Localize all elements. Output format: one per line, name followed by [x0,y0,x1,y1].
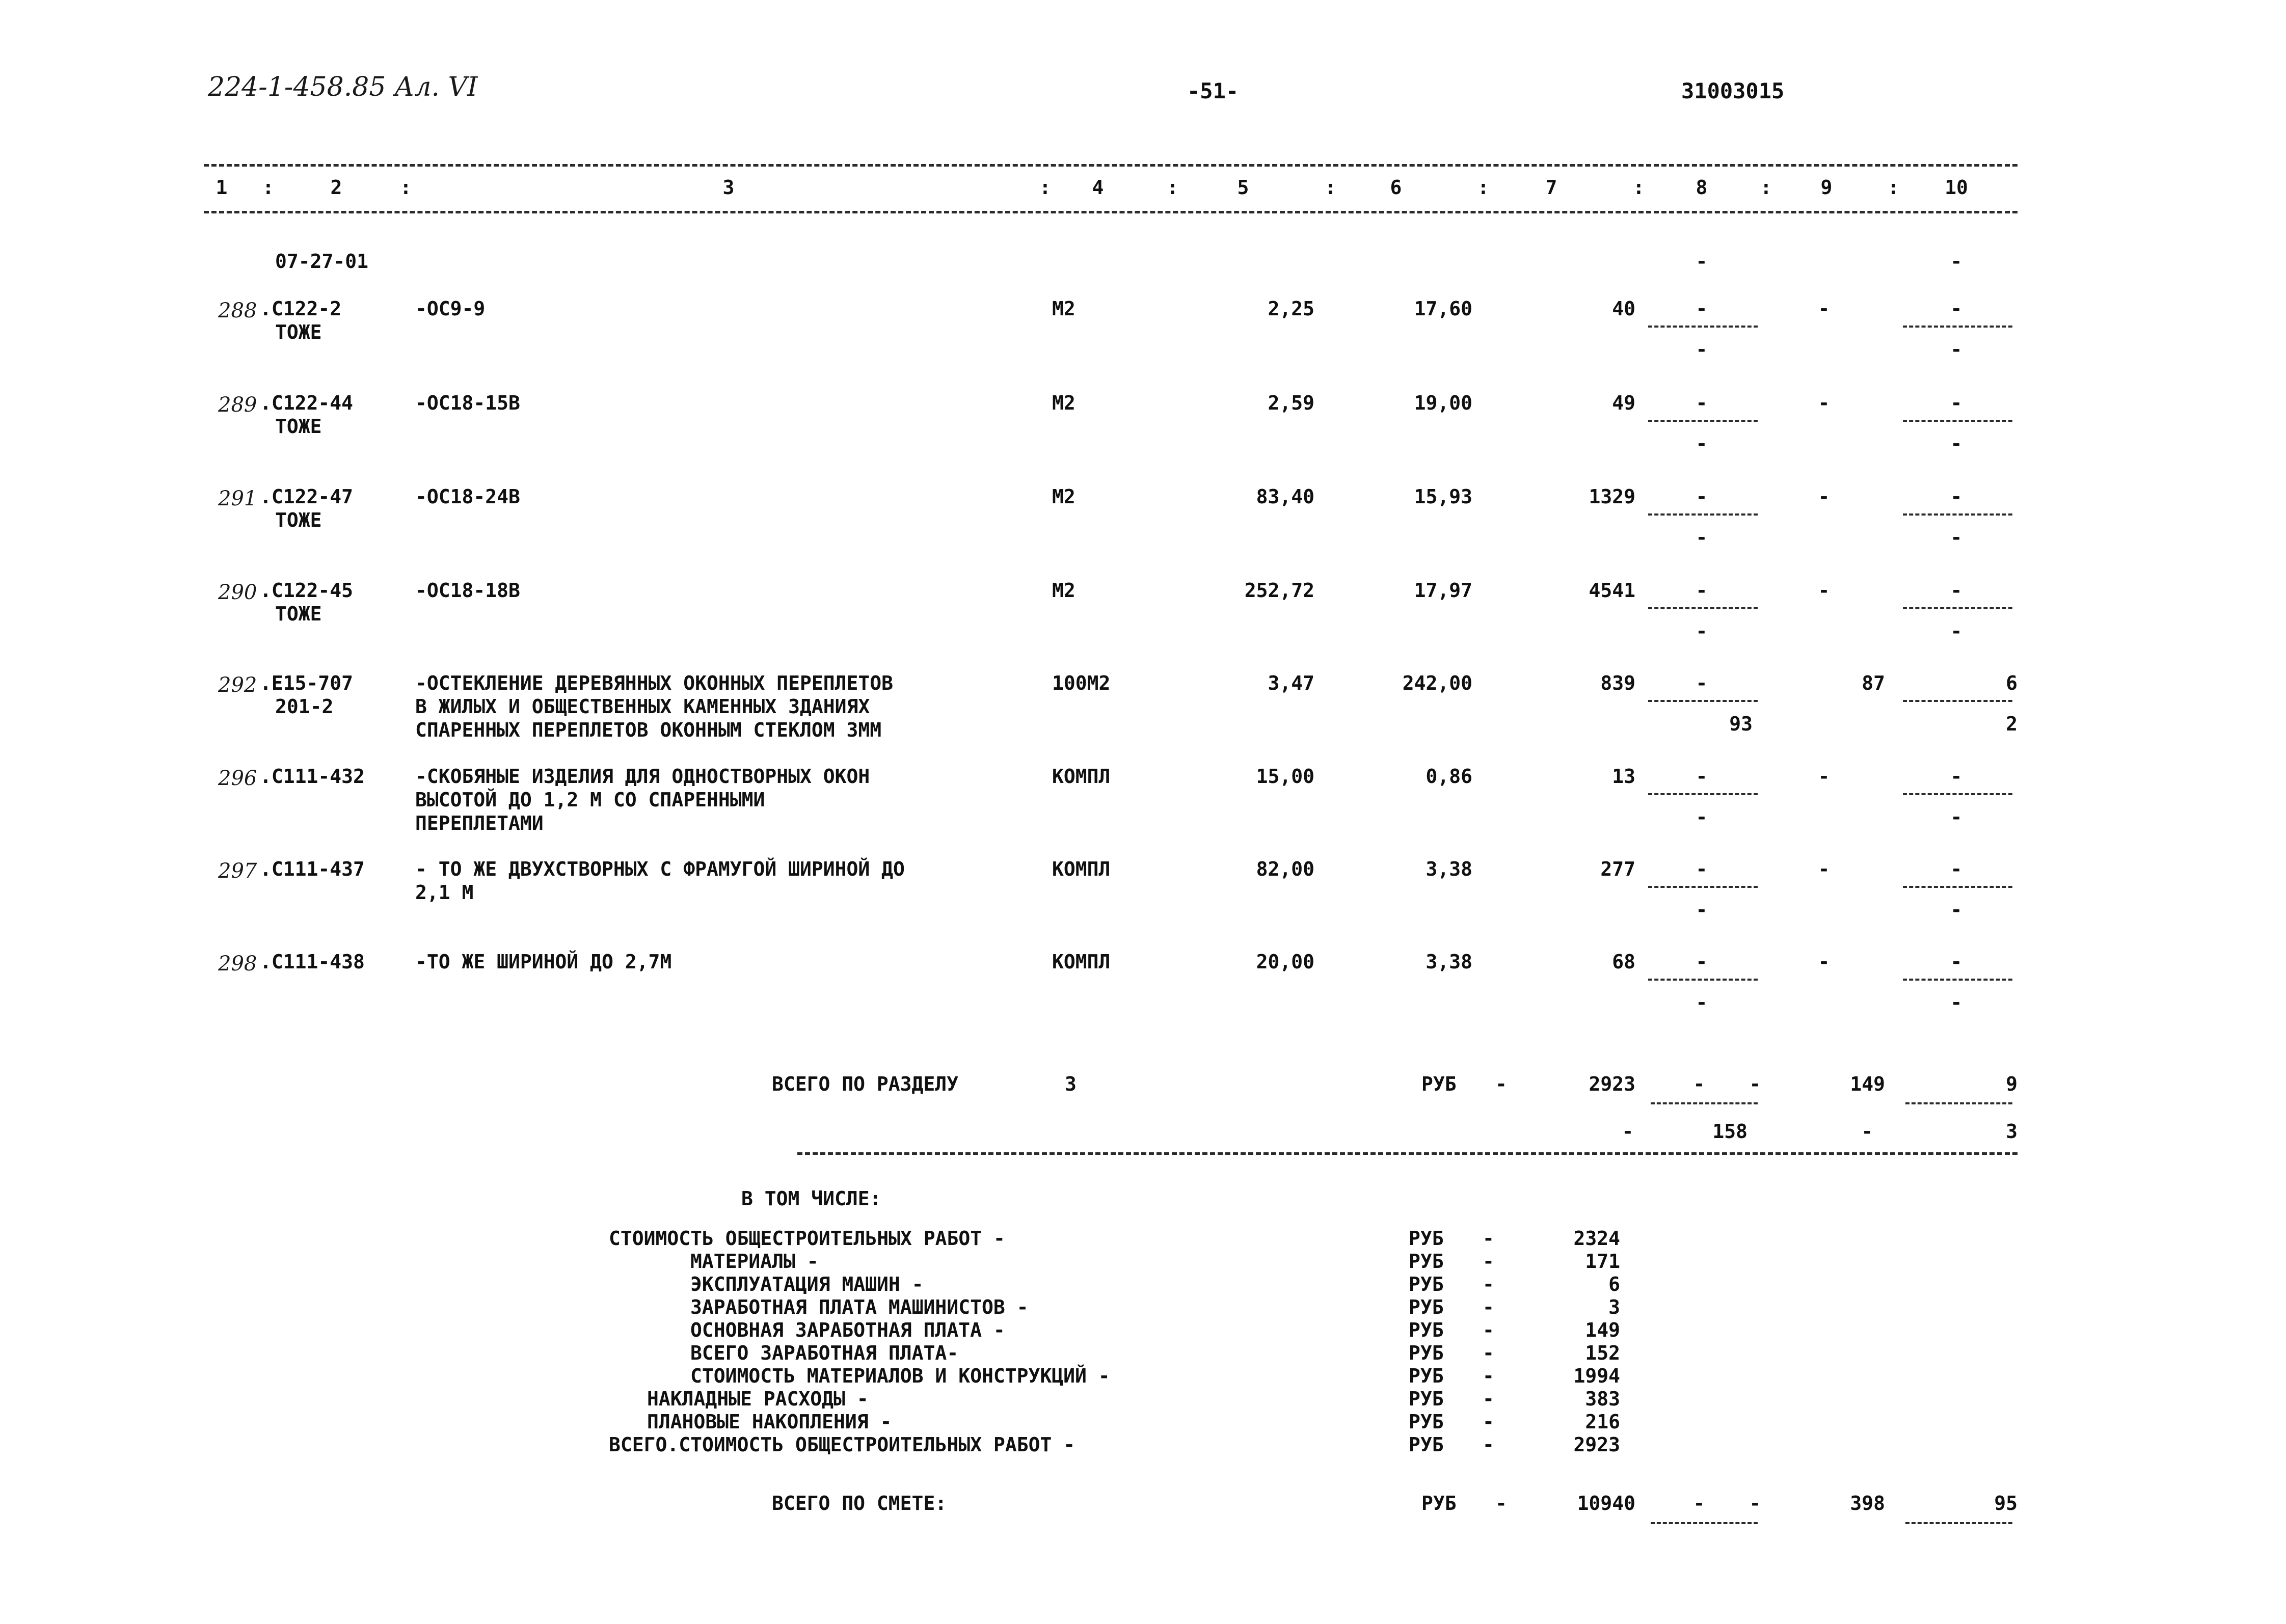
column-header-7: 7 [1545,176,1557,199]
item-col10-bottom: - [1950,338,1962,361]
breakdown-label: ОСНОВНАЯ ЗАРАБОТНАЯ ПЛАТА - [690,1319,1005,1341]
item-col8-top: - [1696,672,1708,694]
column-separator: : [1039,176,1051,199]
column-header-8: 8 [1696,176,1708,199]
grand-total-col8a: - [1693,1492,1705,1514]
item-col8-bottom: 93 [1729,713,1753,735]
item-total: 839 [1600,672,1635,694]
column-separator: : [1633,176,1645,199]
item-col10-bottom: - [1950,620,1962,642]
section-total-sub-col10: 3 [2006,1120,2018,1143]
item-unit-price: 3,38 [1426,858,1472,880]
page-number: -51- [1187,78,1239,103]
item-col10-rule [1903,700,2012,702]
grand-total-amount: 10940 [1577,1492,1635,1514]
grand-total-col9: 398 [1850,1492,1885,1514]
grand-total-col8-rule [1651,1522,1758,1524]
table-header-rule [204,211,2018,213]
item-unit-price: 17,97 [1414,579,1472,602]
item-description-line: ВЫСОТОЙ ДО 1,2 М СО СПАРЕННЫМИ [415,789,765,811]
item-col10-top: - [1950,485,1962,508]
section-total-rule [797,1152,2018,1155]
breakdown-value: 3 [1608,1296,1620,1318]
table-top-rule [204,164,2018,167]
item-code-note: ТОЖЕ [275,509,322,531]
breakdown-unit: РУБ [1409,1250,1444,1273]
section-total-col9: 149 [1850,1073,1885,1095]
item-col10-rule [1903,793,2012,795]
handwritten-item-number: 296 [218,767,257,790]
item-unit: М2 [1052,392,1075,414]
breakdown-dash: - [1483,1227,1494,1250]
item-quantity: 252,72 [1244,579,1314,602]
breakdown-label: ЭКСПЛУАТАЦИЯ МАШИН - [690,1273,924,1295]
item-col8-rule [1648,700,1758,702]
breakdown-label: ПЛАНОВЫЕ НАКОПЛЕНИЯ - [647,1411,892,1433]
breakdown-unit: РУБ [1409,1227,1444,1250]
item-col8-top: - [1696,297,1708,320]
item-col9: - [1818,297,1830,320]
item-col10-rule [1903,886,2012,888]
including-label: В ТОМ ЧИСЛЕ: [741,1187,881,1210]
column-header-6: 6 [1390,176,1402,199]
item-col8-rule [1648,513,1758,516]
breakdown-label: ЗАРАБОТНАЯ ПЛАТА МАШИНИСТОВ - [690,1296,1029,1318]
group-code: 07-27-01 [275,250,369,273]
item-col8-top: - [1696,579,1708,602]
item-unit-price: 19,00 [1414,392,1472,414]
item-col8-rule [1648,793,1758,795]
item-unit-price: 242,00 [1402,672,1472,694]
item-col10-bottom: - [1950,899,1962,921]
section-total-unit: РУБ [1421,1073,1457,1095]
section-total-sub-col9: - [1861,1120,1873,1143]
breakdown-dash: - [1483,1342,1494,1364]
column-header-5: 5 [1237,176,1249,199]
item-col8-rule [1648,979,1758,981]
item-unit: 100М2 [1052,672,1111,694]
item-description-line: -ТО ЖЕ ШИРИНОЙ ДО 2,7М [415,951,672,973]
grand-total-col10-rule [1905,1522,2012,1524]
item-col10-bottom: - [1950,432,1962,455]
breakdown-dash: - [1483,1273,1494,1295]
item-col10-bottom: - [1950,526,1962,549]
item-quantity: 20,00 [1256,951,1314,973]
breakdown-unit: РУБ [1409,1433,1444,1456]
item-unit: КОМПЛ [1052,765,1111,788]
item-col8-rule [1648,326,1758,328]
handwritten-item-number: 292 [218,673,257,697]
item-description-line: 2,1 М [415,881,474,904]
item-description-line: ПЕРЕПЛЕТАМИ [415,812,544,834]
item-unit-price: 0,86 [1426,765,1472,788]
column-separator: : [1760,176,1772,199]
breakdown-value: 149 [1585,1319,1620,1341]
item-total: 40 [1612,297,1635,320]
group-col8: - [1696,250,1708,273]
breakdown-value: 216 [1585,1411,1620,1433]
section-total-col8-rule [1651,1102,1758,1104]
item-col10-bottom: - [1950,806,1962,828]
item-code-note: ТОЖЕ [275,415,322,438]
column-header-10: 10 [1945,176,1968,199]
item-col9: - [1818,858,1830,880]
section-total-col10: 9 [2006,1073,2018,1095]
item-code-note: ТОЖЕ [275,603,322,625]
item-unit-price: 17,60 [1414,297,1472,320]
item-code: .C111-437 [260,858,365,880]
item-col10-rule [1903,607,2012,609]
breakdown-dash: - [1483,1319,1494,1341]
breakdown-dash: - [1483,1411,1494,1433]
item-total: 49 [1612,392,1635,414]
breakdown-unit: РУБ [1409,1388,1444,1410]
breakdown-value: 2923 [1573,1433,1620,1456]
column-separator: : [400,176,412,199]
section-total-label: ВСЕГО ПО РАЗДЕЛУ [772,1073,959,1095]
breakdown-label: МАТЕРИАЛЫ - [690,1250,819,1273]
breakdown-unit: РУБ [1409,1365,1444,1387]
item-unit-price: 15,93 [1414,485,1472,508]
item-code: .C122-44 [260,392,354,414]
item-quantity: 15,00 [1256,765,1314,788]
column-header-1: 1 [216,176,228,199]
item-col9: - [1818,765,1830,788]
breakdown-value: 1994 [1573,1365,1620,1387]
item-col9: - [1818,485,1830,508]
column-header-2: 2 [330,176,342,199]
item-col8-rule [1648,886,1758,888]
item-col8-top: - [1696,485,1708,508]
section-total-dash: - [1495,1073,1507,1095]
item-col10-top: - [1950,297,1962,320]
section-total-col8a: - [1693,1073,1705,1095]
breakdown-dash: - [1483,1388,1494,1410]
item-col10-top: 6 [2006,672,2018,694]
column-separator: : [1888,176,1899,199]
column-header-3: 3 [722,176,735,199]
breakdown-label: НАКЛАДНЫЕ РАСХОДЫ - [647,1388,869,1410]
item-description-line: -ОС18-24В [415,485,520,508]
item-description-line: - ТО ЖЕ ДВУХСТВОРНЫХ С ФРАМУГОЙ ШИРИНОЙ ДО [415,858,905,880]
grand-total-unit: РУБ [1421,1492,1457,1514]
item-col10-top: - [1950,392,1962,414]
section-total-sub-col8: 158 [1712,1120,1747,1143]
item-total: 277 [1600,858,1635,880]
handwritten-item-number: 297 [218,859,257,883]
column-separator: : [1477,176,1489,199]
item-code: .E15-707 [260,672,354,694]
breakdown-value: 171 [1585,1250,1620,1273]
item-description-line: -ОСТЕКЛЕНИЕ ДЕРЕВЯННЫХ ОКОННЫХ ПЕРЕПЛЕТОВ [415,672,893,694]
item-col8-bottom: - [1696,432,1708,455]
handwritten-item-number: 288 [218,299,257,322]
item-code-note: ТОЖЕ [275,321,322,343]
handwritten-item-number: 291 [218,487,257,510]
item-quantity: 83,40 [1256,485,1314,508]
item-unit: М2 [1052,297,1075,320]
item-col10-rule [1903,979,2012,981]
item-col8-bottom: - [1696,526,1708,549]
item-code: .C122-47 [260,485,354,508]
breakdown-value: 152 [1585,1342,1620,1364]
breakdown-value: 383 [1585,1388,1620,1410]
document-code: 224-1-458.85 Ал. VI [208,72,478,102]
item-description-line: СПАРЕННЫХ ПЕРЕПЛЕТОВ ОКОННЫМ СТЕКЛОМ 3ММ [415,719,882,741]
document-number: 31003015 [1681,78,1785,103]
grand-total-dash: - [1495,1492,1507,1514]
breakdown-unit: РУБ [1409,1319,1444,1341]
section-total-amount: 2923 [1589,1073,1635,1095]
item-unit-price: 3,38 [1426,951,1472,973]
item-col10-top: - [1950,579,1962,602]
item-code-note: 201-2 [275,695,334,718]
breakdown-value: 6 [1608,1273,1620,1295]
section-number: 3 [1065,1073,1077,1095]
column-separator: : [262,176,274,199]
item-col8-top: - [1696,765,1708,788]
item-col8-bottom: - [1696,899,1708,921]
item-col10-rule [1903,326,2012,328]
breakdown-dash: - [1483,1433,1494,1456]
item-col8-rule [1648,607,1758,609]
item-col10-bottom: 2 [2006,713,2018,735]
breakdown-unit: РУБ [1409,1411,1444,1433]
breakdown-label: ВСЕГО ЗАРАБОТНАЯ ПЛАТА- [690,1342,959,1364]
breakdown-label: ВСЕГО.СТОИМОСТЬ ОБЩЕСТРОИТЕЛЬНЫХ РАБОТ - [609,1433,1075,1456]
item-col8-top: - [1696,392,1708,414]
grand-total-label: ВСЕГО ПО СМЕТЕ: [772,1492,947,1514]
item-description-line: -СКОБЯНЫЕ ИЗДЕЛИЯ ДЛЯ ОДНОСТВОРНЫХ ОКОН [415,765,870,788]
breakdown-unit: РУБ [1409,1273,1444,1295]
item-col10-rule [1903,420,2012,422]
item-total: 68 [1612,951,1635,973]
breakdown-label: СТОИМОСТЬ МАТЕРИАЛОВ И КОНСТРУКЦИЙ - [690,1365,1110,1387]
item-col8-bottom: - [1696,338,1708,361]
section-total-col10-rule [1905,1102,2012,1104]
item-quantity: 2,25 [1268,297,1314,320]
item-col8-bottom: - [1696,806,1708,828]
item-col10-top: - [1950,858,1962,880]
item-unit: М2 [1052,579,1075,602]
item-col8-rule [1648,420,1758,422]
item-col10-rule [1903,513,2012,516]
handwritten-item-number: 290 [218,581,257,604]
item-description-line: -ОС9-9 [415,297,486,320]
section-total-sub-col7: - [1622,1120,1634,1143]
breakdown-value: 2324 [1573,1227,1620,1250]
item-col8-top: - [1696,951,1708,973]
breakdown-dash: - [1483,1250,1494,1273]
item-code: .C111-432 [260,765,365,788]
breakdown-unit: РУБ [1409,1296,1444,1318]
item-description-line: -ОС18-15В [415,392,520,414]
item-col8-bottom: - [1696,991,1708,1014]
item-unit: М2 [1052,485,1075,508]
handwritten-item-number: 298 [218,952,257,976]
column-header-9: 9 [1820,176,1833,199]
item-col8-bottom: - [1696,620,1708,642]
item-total: 4541 [1589,579,1635,602]
item-col10-bottom: - [1950,991,1962,1014]
item-code: .C111-438 [260,951,365,973]
breakdown-dash: - [1483,1296,1494,1318]
item-quantity: 2,59 [1268,392,1314,414]
item-unit: КОМПЛ [1052,858,1111,880]
item-code: .C122-2 [260,297,342,320]
grand-total-col8b: - [1749,1492,1761,1514]
item-col9: - [1818,392,1830,414]
item-col8-top: - [1696,858,1708,880]
breakdown-dash: - [1483,1365,1494,1387]
item-col9: 87 [1862,672,1885,694]
item-total: 13 [1612,765,1635,788]
breakdown-label: СТОИМОСТЬ ОБЩЕСТРОИТЕЛЬНЫХ РАБОТ - [609,1227,1005,1250]
item-quantity: 3,47 [1268,672,1314,694]
grand-total-col10: 95 [1994,1492,2018,1514]
handwritten-item-number: 289 [218,393,257,417]
column-separator: : [1167,176,1178,199]
item-col10-top: - [1950,951,1962,973]
section-total-col8b: - [1749,1073,1761,1095]
item-code: .C122-45 [260,579,354,602]
item-total: 1329 [1589,485,1635,508]
item-description-line: В ЖИЛЫХ И ОБЩЕСТВЕННЫХ КАМЕННЫХ ЗДАНИЯХ [415,695,870,718]
item-description-line: -ОС18-18В [415,579,520,602]
breakdown-unit: РУБ [1409,1342,1444,1364]
item-unit: КОМПЛ [1052,951,1111,973]
column-separator: : [1325,176,1336,199]
item-col10-top: - [1950,765,1962,788]
group-col10: - [1950,250,1962,273]
column-header-4: 4 [1092,176,1104,199]
item-col9: - [1818,579,1830,602]
item-quantity: 82,00 [1256,858,1314,880]
item-col9: - [1818,951,1830,973]
